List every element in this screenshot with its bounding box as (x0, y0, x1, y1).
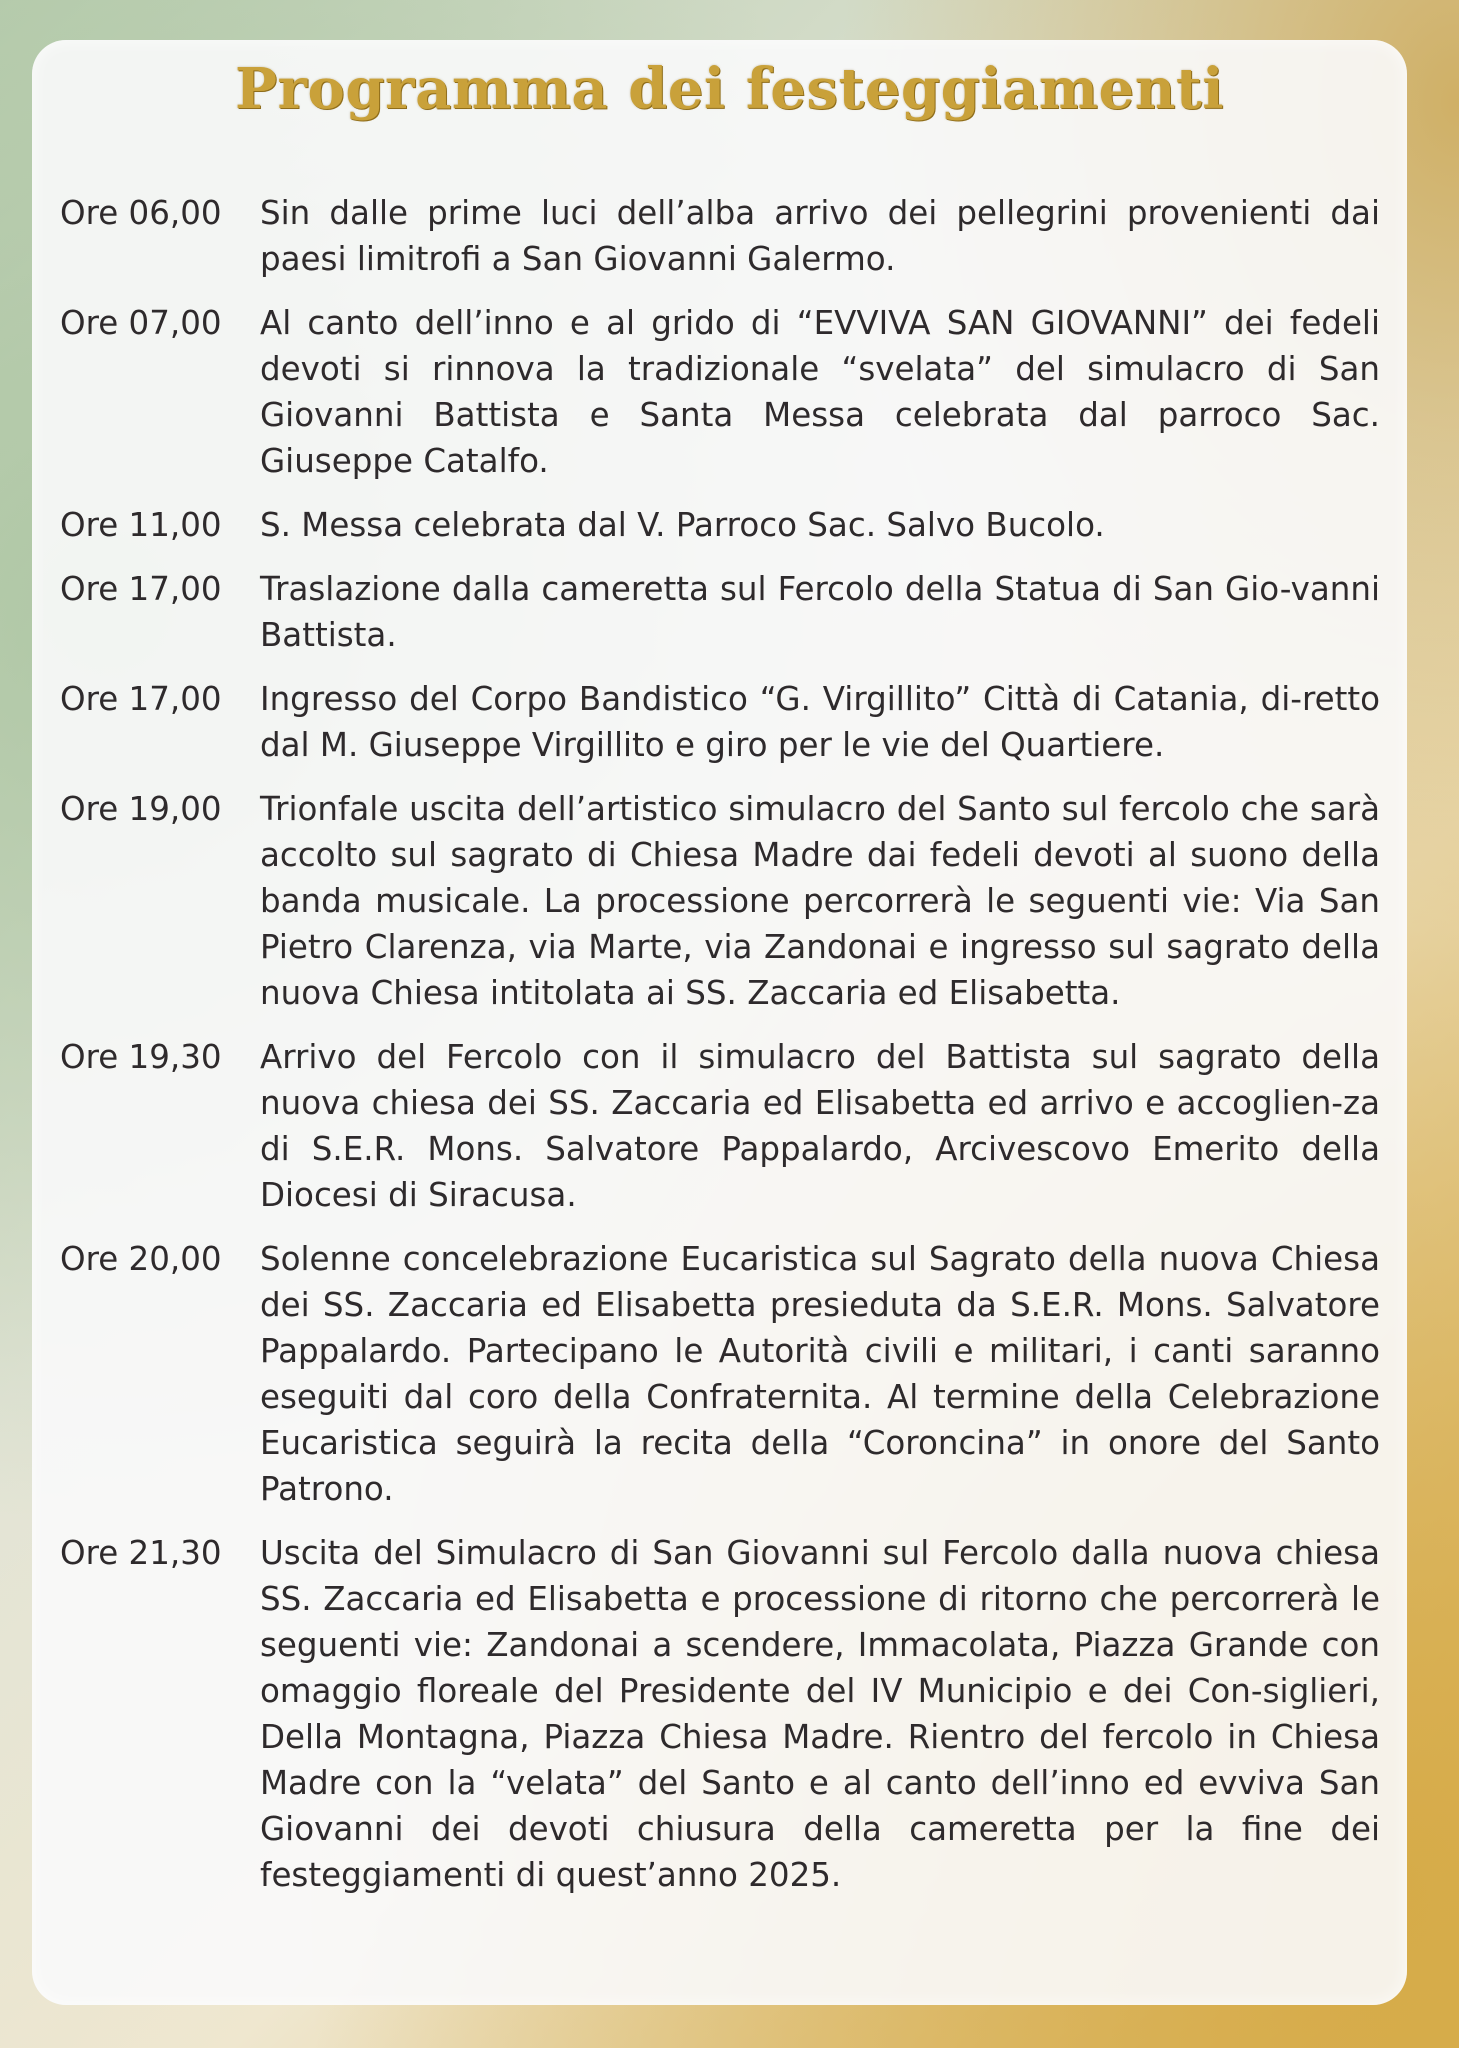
entry-time: Ore 07,00 (60, 304, 222, 342)
entry-description: Uscita del Simulacro di San Giovanni sul Fercolo dalla nuova chiesa SS. Zaccaria ed Elisabetta e processione di ritorno che percorrerà le seguenti vie: Zandonai a scendere, Immacolata, Piazza Grande con omaggio floreale del Presidente del IV Municipio e dei Con-siglieri, Della Montagna, Piazza Chiesa Madre. Rientro del fercolo in Chiesa Madre con la “velata” del Santo e al canto dell’inno ed evviva San Giovanni dei devoti chiusura della cameretta per la fine dei festeggiamenti di quest’anno 2025. (260, 1534, 1380, 1894)
entry-description: Al canto dell’inno e al grido di “EVVIVA SAN GIOVANNI” dei fedeli devoti si rinnova la tradizionale “svelata” del simulacro di San Giovanni Battista e Santa Messa celebrata dal parroco Sac. Giuseppe Catalfo. (260, 304, 1380, 480)
program-entry (60, 566, 1380, 658)
entry-description: Trionfale uscita dell’artistico simulacro del Santo sul fercolo che sarà accolto sul sagrato di Chiesa Madre dai fedeli devoti al suono della banda musicale. La processione percorrerà le seguenti vie: Via San Pietro Clarenza, via Marte, via Zandonai e ingresso sul sagrato della nuova Chiesa intitolata ai SS. Zaccaria ed Elisabetta. (260, 790, 1380, 1012)
page-title: Programma dei festeggiamenti (234, 56, 1225, 122)
entry-description: Sin dalle prime luci dell’alba arrivo dei pellegrini provenienti dai paesi limitrofi a San Giovanni Galermo. (260, 194, 1380, 278)
program-entry (60, 676, 1380, 768)
program-entry (60, 1236, 1380, 1512)
entry-time: Ore 17,00 (60, 570, 222, 608)
entry-time: Ore 19,00 (60, 790, 222, 828)
program-entry (60, 1530, 1380, 1898)
entry-description: Arrivo del Fercolo con il simulacro del Battista sul sagrato della nuova chiesa dei SS. Zaccaria ed Elisabetta ed arrivo e accoglien-za di S.E.R. Mons. Salvatore Pappalardo, Arcivescovo Emerito della Diocesi di Siracusa. (260, 1038, 1380, 1214)
program-entry (60, 786, 1380, 1016)
entry-time: Ore 20,00 (60, 1240, 222, 1278)
program-entry (60, 1034, 1380, 1218)
program-entry (60, 502, 1380, 548)
entry-time: Ore 19,30 (60, 1038, 222, 1076)
entry-time: Ore 06,00 (60, 194, 222, 232)
entry-description: Traslazione dalla cameretta sul Fercolo della Statua di San Gio-vanni Battista. (260, 570, 1380, 654)
program-list (60, 190, 1380, 1916)
entry-time: Ore 11,00 (60, 506, 222, 544)
entry-description: Ingresso del Corpo Bandistico “G. Virgillito” Città di Catania, di-retto dal M. Giuseppe Virgillito e giro per le vie del Quartiere. (260, 680, 1380, 764)
entry-description: Solenne concelebrazione Eucaristica sul Sagrato della nuova Chiesa dei SS. Zaccaria ed Elisabetta presieduta da S.E.R. Mons. Salvatore Pappalardo. Partecipano le Autorità civili e militari, i canti saranno eseguiti dal coro della Confraternita. Al termine della Celebrazione Eucaristica seguirà la recita della “Coroncina” in onore del Santo Patrono. (260, 1240, 1380, 1508)
entry-time: Ore 17,00 (60, 680, 222, 718)
entry-description: S. Messa celebrata dal V. Parroco Sac. Salvo Bucolo. (260, 506, 1105, 544)
program-entry (60, 300, 1380, 484)
program-entry (60, 190, 1380, 282)
entry-time: Ore 21,30 (60, 1534, 222, 1572)
